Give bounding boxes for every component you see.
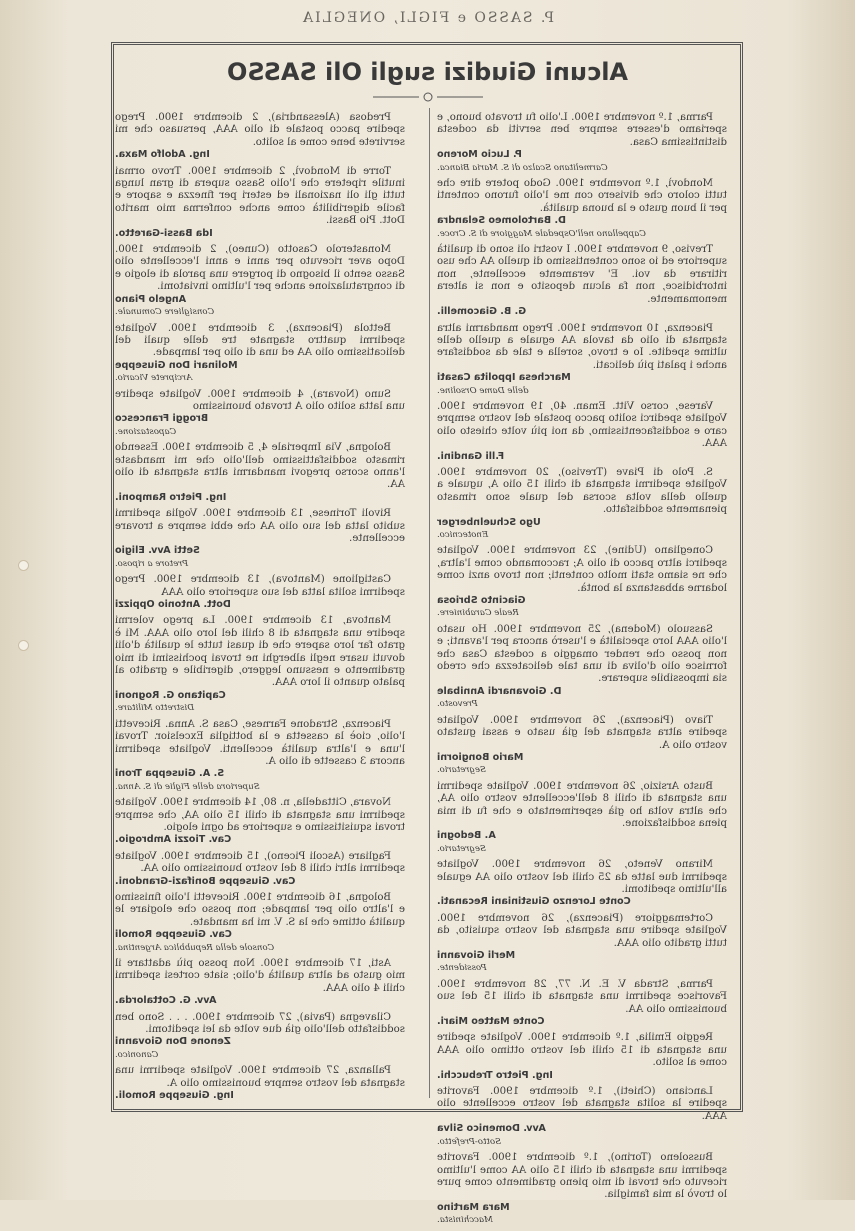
testimonial-text: Rivoli Torinese, 13 dicembre 1900. Voglia spedirmi subito latta del suo olio AA che ebbi sempre a trovare eccellente. (115, 508, 405, 544)
testimonial-entry (437, 979, 727, 1029)
testimonial-signature: Avv. Domenico Silva (437, 1123, 546, 1135)
testimonial-entry (437, 781, 727, 855)
testimonial-role: Sotto-Prefetto. (437, 1136, 501, 1147)
testimonial-text: Varese, corso Vitt. Eman. 40, 19 novembre 1900. Vogliate spedirci solito pacco postale del vostro sempre caro e soddisfacentissimo, da noi più volte chiesto olio AAA. (437, 400, 727, 450)
testimonial-signature: Ing. Pietro Ramponi. (115, 491, 227, 503)
testimonial-role: Reale Carabiniere. (437, 608, 519, 619)
testimonial-role: delle Dame Orsoline. (437, 385, 529, 396)
testimonial-role: Prevosto. (437, 699, 478, 710)
testimonial-signature: Ida Bassi-Garetto. (115, 227, 213, 239)
testimonial-text: Bologna, 16 dicembre 1900. Ricevetti l'olio finissimo e l'altro olio per lampade; non posso che elogiare le qualità ottime che la S. V. mi ha mandate. (115, 891, 405, 928)
testimonial-signature: Angelo Piano (115, 293, 187, 305)
testimonial-text: Reggio Emilia, 1.º dicembre 1900. Vogliate spedire una stagnata di 15 chili del vostro ottimo olio AAA come al solito. (437, 1032, 727, 1069)
testimonial-entry (437, 244, 727, 318)
testimonial-text: Mondovì, 1.º novembre 1900. Godo potere dire che tutti coloro che divisero con me l'olio furono contenti per il buon gusto e la buona qualità. (437, 178, 727, 214)
testimonial-signature: S. A. Giuseppa Troni (115, 768, 225, 780)
testimonial-text: S. Polo di Piave (Treviso), 20 novembre 1900. Vogliate spedirmi stagnata di chili 15 olio A, uguale a quello della volta scorsa del quale sono rimasto pienamente soddisfatto. (437, 466, 727, 516)
testimonial-signature: Capitano G. Rognoni (115, 689, 226, 701)
testimonial-text: Mirano Veneto, 26 novembre 1900. Vogliate spedirmi due latte da 25 chili del vostro olio AA eguale all'ultimo speditomi. (437, 859, 727, 895)
testimonial-entry (115, 508, 405, 570)
testimonial-text: Mantova, 13 dicembre 1900. La prego volermi spedire una stagnata di 8 chili del loro olio AAA. Mi è grato far loro sapere che di quasi tutte le qualità d'olii dovuti usare negli alberghi ne trovai pochissimi di mio gradimento e nessuno leggero, digeribile e gradito al palato quanto il loro AAA. (115, 615, 405, 689)
testimonial-role: Canonico. (115, 1049, 159, 1060)
testimonial-text: Cilavegna (Pavia), 27 dicembre 1900. . . . Sono ben soddisfatto dell'olio già due volte da lei speditomi. (115, 1011, 405, 1036)
testimonial-entry (115, 244, 405, 318)
testimonial-role: Macchinista. (437, 1215, 493, 1226)
testimonial-signature: Dott. Antonio Oppizzi (115, 599, 231, 611)
testimonial-entry (437, 112, 727, 174)
testimonial-entry (437, 913, 727, 975)
testimonial-entry (115, 574, 405, 611)
testimonials-right-column (115, 112, 405, 1106)
testimonial-text: Bettola (Piacenza), 3 dicembre 1900. Vogliate spedirmi quattro stagnate tre delle quali del delicatissimo olio AA ed una di olio per lampade. (115, 322, 405, 359)
testimonial-role: Pretore a riposo. (115, 558, 189, 569)
testimonial-entry (437, 545, 727, 619)
testimonial-entry (437, 1032, 727, 1082)
testimonial-entry (115, 323, 405, 385)
testimonial-signature: Setti Avv. Eligio (115, 545, 200, 557)
testimonial-text: Tiavo (Piacenza), 26 novembre 1900. Vogliate spedire altra stagnata del già usato e assai gustato vostro olio A. (437, 714, 727, 751)
testimonial-signature: G. B. Giacomelli. (437, 306, 527, 318)
testimonial-signature: Cav. Tiozzi Ambrogio. (115, 834, 232, 846)
testimonial-role: Superiora delle Figlie di S. Anna. (115, 781, 260, 792)
testimonial-role: Enotecnico. (437, 530, 489, 540)
testimonial-text: Monasterolo Casotto (Cuneo), 2 dicembre 1900. Dopo aver ricevuto per anni e anni l'eccellente olio Sasso sento il bisogno di porgere una parola di elogio e di congratulazione anche per l'ultimo inviatomi. (115, 244, 405, 293)
testimonial-role: Consigliere Comunale. (115, 307, 215, 318)
testimonial-text: Treviso, 9 novembre 1900. I vostri oli sono di qualità superiore ed io sono contentissimo di quello AA che uso ritirare da voi. E' veramente eccellente, non intorbidisce, non fa alcun deposito e non si altera menomamente. (437, 244, 727, 305)
testimonial-entry (115, 1012, 405, 1062)
testimonial-entry (437, 624, 727, 711)
testimonial-signature: D. Bartolomeo Selandra (437, 215, 567, 227)
testimonial-signature: Mario Bongiorni (437, 751, 524, 763)
testimonial-signature: Giacinto Sbriosa (437, 595, 526, 607)
testimonial-text: Lanciano (Chieti), 1.º dicembre 1900. Favorite spedire la solita stagnata del vostro eccellente olio AAA. (437, 1086, 727, 1122)
testimonial-role: Distretto Militare. (115, 703, 195, 714)
testimonial-signature: Ugo Schuelnberger (437, 516, 541, 528)
testimonial-entry (437, 401, 727, 463)
testimonial-role: Console della Repubblica Argentina. (115, 942, 275, 953)
testimonial-signature: Ing. Adolfo Maxa. (115, 149, 210, 161)
testimonial-signature: Conte Lorenzo Giustiniani Recanati. (437, 896, 631, 908)
testimonial-text: Asti, 17 dicembre 1900. Non posso più adattare il mio gusto ad altra qualità d'olio; siate cortesi spedirmi chili 4 olio AAA. (115, 958, 405, 994)
testimonial-text: Sassuolo (Modena), 25 novembre 1900. Ho usato l'olio AAA loro specialità e l'userò ancora per l'avanti; e non posso che render omaggio a codesta Casa che fornisce olio d'oliva di una tale delicatezza che credo sia impossibile superare. (437, 623, 727, 685)
testimonial-text: Parma, 1.º novembre 1900. L'olio fu trovato buono, e speriamo d'essere sempre ben serviti da codesta distintissima Casa. (437, 112, 727, 148)
testimonial-signature: P. Lucio Moreno (437, 149, 522, 161)
testimonial-signature: F.lli Gandini. (437, 450, 505, 462)
testimonial-text: Cortemaggiore (Piacenza), 26 novembre 1900. Vogliate spedire una stagnata del vostro squisito, da tutti gradito olio AAA. (437, 912, 727, 949)
running-head: P. SASSO e FIGLI, ONEGLIA (301, 10, 555, 26)
testimonial-entry (115, 851, 405, 888)
testimonial-signature: Molinari Don Giuseppe (115, 359, 238, 371)
testimonial-entry (115, 797, 405, 847)
testimonial-entry (115, 442, 405, 504)
testimonials-left-column (437, 112, 727, 1231)
testimonial-signature: A. Bedogni (437, 830, 496, 842)
testimonial-text: Pallanza, 27 dicembre 1900. Vogliate spedirmi una stagnata del vostro sempre buonissimo olio A. (115, 1065, 405, 1089)
testimonial-role: Arciprete Vicario. (115, 373, 193, 384)
testimonial-text: Conegliano (Udine), 23 novembre 1900. Vogliate spedirci altro pacco di olio A; raccomando come l'altra, che ne siamo stati molto contenti; non trovo anzi come lodarne abbastanza la bontà. (437, 545, 727, 594)
testimonial-text: Novara, Cittadella, n. 80, 14 dicembre 1900. Vogliate spedirmi una stagnata di chili 15 olio AA, che sempre trovai squisitissimo e superiore ad ogni elogio. (115, 797, 405, 833)
testimonial-signature: Conte Matteo Miari. (437, 1016, 545, 1028)
testimonial-entry (115, 719, 405, 793)
testimonial-entry (115, 615, 405, 714)
testimonial-role: Capostazione. (115, 426, 177, 437)
testimonial-signature: Cav. Giuseppe Bonifazi-Grandoni. (115, 875, 296, 887)
testimonial-entry (115, 1065, 405, 1102)
testimonial-entry (437, 178, 727, 240)
testimonial-text: Busto Arsizio, 26 novembre 1900. Vogliate spedirmi una stagnata di chili 8 dell'eccellente vostro olio AA, che altra volta ho già esperimentato e che fu di mia piena soddisfazione. (437, 780, 727, 829)
testimonial-entry (437, 1086, 727, 1148)
testimonial-entry (437, 859, 727, 909)
testimonial-entry (115, 389, 405, 439)
testimonial-text: Parma, Strada V. E. N. 77, 28 novembre 1900. Favorisce spedirmi una stagnata di chili 15 del suo buonissimo olio AA. (437, 978, 727, 1015)
testimonial-role: Segretario. (437, 765, 486, 776)
testimonial-entry (437, 715, 727, 777)
testimonial-text: Bussoleno (Torino), 1.º dicembre 1900. Favorite spedirmi una stagnata di chili 15 olio AA come l'ultimo ricevuto che trovai di mio pieno gradimento come pure lo trovò la mia famiglia. (437, 1152, 727, 1201)
testimonial-text: Torre di Mondovì, 2 dicembre 1900. Trovo ormai inutile ripetere che l'olio Sasso supera di gran lunga tutti gli oli nazionali ed esteri per finezza e sapore e facile digeribilità come anche conferma mio marito Dott. Pio Bassi. (115, 165, 405, 227)
testimonial-entry (437, 467, 727, 541)
testimonial-signature: Ing. Pietro Trebucchi. (437, 1069, 553, 1081)
testimonial-text: Castiglione (Mantova), 13 dicembre 1900. Prego spedirmi solita latta del suo superiore olio AAA (115, 574, 405, 598)
testimonial-entry (115, 958, 405, 1008)
testimonial-signature: Merli Giovanni (437, 950, 516, 961)
page-title: Alcuni Giudizi sugli Oli SASSO (226, 58, 629, 86)
column-divider (427, 108, 430, 1098)
testimonial-role: Segretario. (437, 843, 486, 854)
ornament-rule (373, 92, 483, 102)
testimonial-text: Piacenza, Stradone Farnese, Casa S. Anna. Ricevetti l'olio, cioè la cassetta e la bottiglia Excelsior. Trovai l'una e l'altra qualità eccellenti. Vogliate spedirmi ancora 3 cassette di olio A. (115, 718, 405, 767)
testimonial-signature: D. Giovanardi Annibale (437, 685, 562, 697)
testimonial-text: Piacenza, 10 novembre 1900. Prego mandarmi altra stagnata di olio da tavola AA eguale a quello delle ultime spedite. Io e trovo, sorella e tale da soddisfare anche i palati più delicati. (437, 322, 727, 371)
testimonial-signature: Avv. G. Cottalorda. (115, 995, 217, 1007)
testimonial-text: Predosa (Alessandria), 2 dicembre 1900. Prego spedire pacco postale di olio AAA, persuaso che mi servirete bene come al solito. (115, 112, 405, 148)
testimonial-text: Suno (Novara), 4 dicembre 1900. Vogliate spedire una latta solito olio A trovato buonissimo (115, 388, 405, 412)
testimonial-entry (115, 112, 405, 162)
testimonial-role: Possidente. (437, 963, 487, 974)
testimonial-text: Fagliare (Ascoli Piceno), 15 dicembre 1900. Vogliate spedirmi altri chili 8 del vostro buonissimo olio AA. (115, 850, 405, 875)
testimonial-signature: Marchesa Ippolita Casati (437, 372, 571, 384)
testimonial-entry (115, 166, 405, 240)
testimonial-role: Cappellano nell'Ospedale Maggiore di S. Croce. (437, 228, 646, 239)
testimonial-entry (437, 1152, 727, 1226)
testimonial-entry (115, 892, 405, 954)
testimonial-entry (437, 323, 727, 397)
testimonial-signature: Zenone Don Giovanni (115, 1036, 231, 1048)
testimonial-signature: Ing. Giuseppe Romoli. (115, 1090, 234, 1102)
testimonial-signature: Broggi Francesco (115, 413, 209, 425)
testimonial-text: Bologna, Via Imperiale 4, 5 dicembre 1900. Essendo rimasto soddisfattissimo dell'olio che mi mandaste l'anno scorso pregovi mandarmi altra stagnata di olio AA. (115, 442, 405, 491)
testimonial-role: Carmelitano Scalzo di S. Maria Bianca. (437, 162, 608, 173)
testimonial-signature: Cav. Giuseppe Romoli (115, 929, 232, 941)
testimonial-signature: Mara Martino (437, 1201, 510, 1213)
